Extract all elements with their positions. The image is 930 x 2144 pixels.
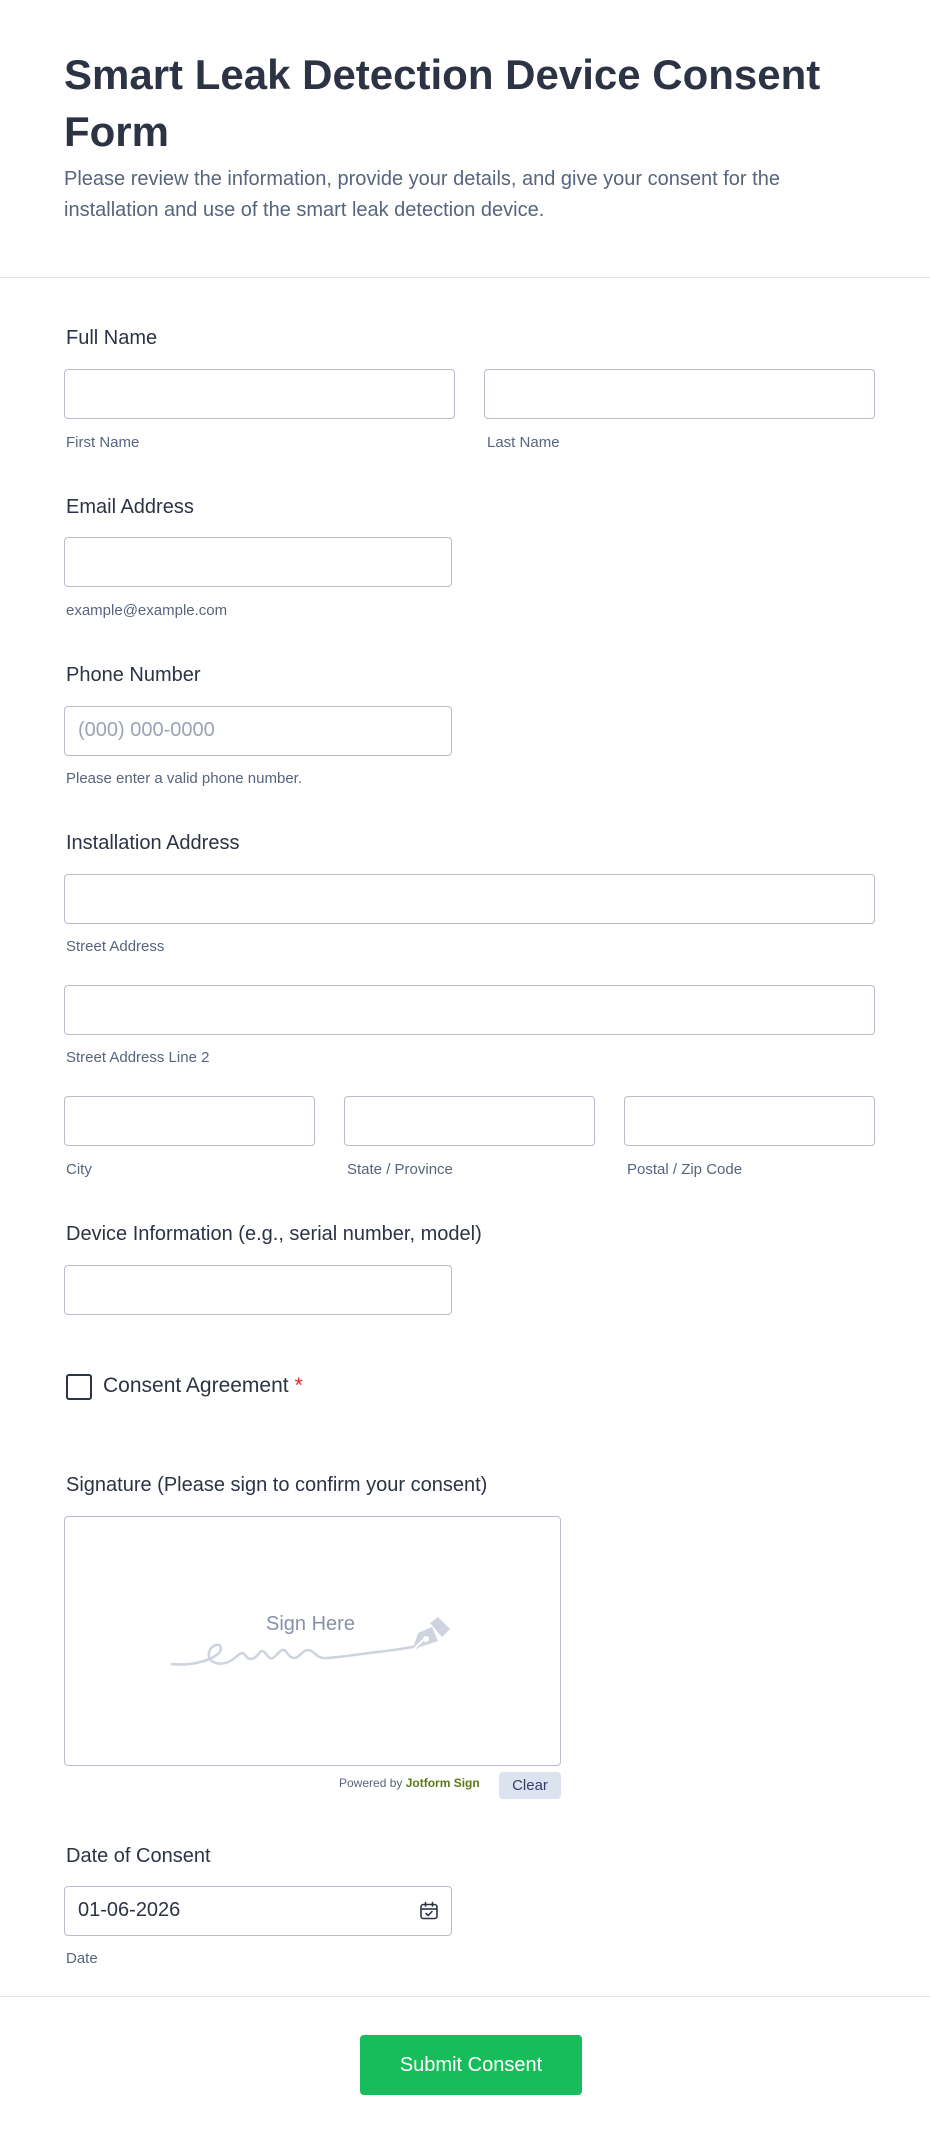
email-label: Email Address — [66, 496, 194, 518]
pen-nib-icon — [404, 1613, 452, 1657]
signature-placeholder: Sign Here — [266, 1613, 355, 1635]
email-input[interactable] — [64, 537, 452, 587]
page-title: Smart Leak Detection Device Consent Form — [64, 51, 821, 155]
state-input[interactable] — [344, 1096, 595, 1146]
device-info-input[interactable] — [64, 1265, 452, 1315]
postal-code-input[interactable] — [624, 1096, 875, 1146]
clear-signature-button[interactable]: Clear — [499, 1772, 561, 1799]
powered-by-label: Powered by — [339, 1776, 403, 1790]
email-sublabel: example@example.com — [66, 602, 228, 619]
jotform-sign-brand: Jotform Sign — [405, 1776, 480, 1790]
date-label: Date of Consent — [66, 1845, 211, 1867]
date-sublabel: Date — [66, 1950, 98, 1967]
required-asterisk: * — [294, 1374, 303, 1397]
last-name-input[interactable] — [484, 369, 875, 419]
first-name-sublabel: First Name — [66, 434, 140, 451]
first-name-input[interactable] — [64, 369, 455, 419]
city-sublabel: City — [66, 1161, 92, 1178]
street-address-input[interactable] — [64, 874, 875, 924]
postal-code-sublabel: Postal / Zip Code — [627, 1161, 743, 1178]
date-input[interactable] — [64, 1886, 452, 1936]
submit-consent-button[interactable]: Submit Consent — [360, 2035, 582, 2095]
device-info-label: Device Information (e.g., serial number, model) — [66, 1223, 482, 1245]
state-sublabel: State / Province — [347, 1161, 453, 1178]
consent-label[interactable] — [103, 1374, 303, 1398]
consent-checkbox[interactable] — [66, 1374, 92, 1400]
calendar-icon[interactable] — [419, 1901, 439, 1921]
phone-label: Phone Number — [66, 664, 201, 686]
date-value: 01-06-2026 — [78, 1899, 181, 1921]
form-header — [0, 0, 930, 278]
phone-placeholder: (000) 000-0000 — [78, 719, 215, 741]
city-input[interactable] — [64, 1096, 315, 1146]
street-address-sublabel: Street Address — [66, 938, 165, 955]
street-address-line2-sublabel: Street Address Line 2 — [66, 1049, 210, 1066]
street-address-line2-input[interactable] — [64, 985, 875, 1035]
phone-sublabel: Please enter a valid phone number. — [66, 770, 302, 787]
phone-input[interactable] — [64, 706, 452, 756]
footer-divider — [0, 1996, 930, 1997]
consent-label-text: Consent Agreement — [103, 1374, 289, 1397]
address-label: Installation Address — [66, 832, 240, 854]
powered-by-text — [339, 1776, 480, 1790]
last-name-sublabel: Last Name — [487, 434, 560, 451]
full-name-label: Full Name — [66, 327, 158, 349]
page-subtitle: Please review the information, provide your details, and give your consent for the installation and use of the smart leak detection device. — [64, 168, 780, 221]
signature-label: Signature (Please sign to confirm your consent) — [66, 1474, 488, 1496]
